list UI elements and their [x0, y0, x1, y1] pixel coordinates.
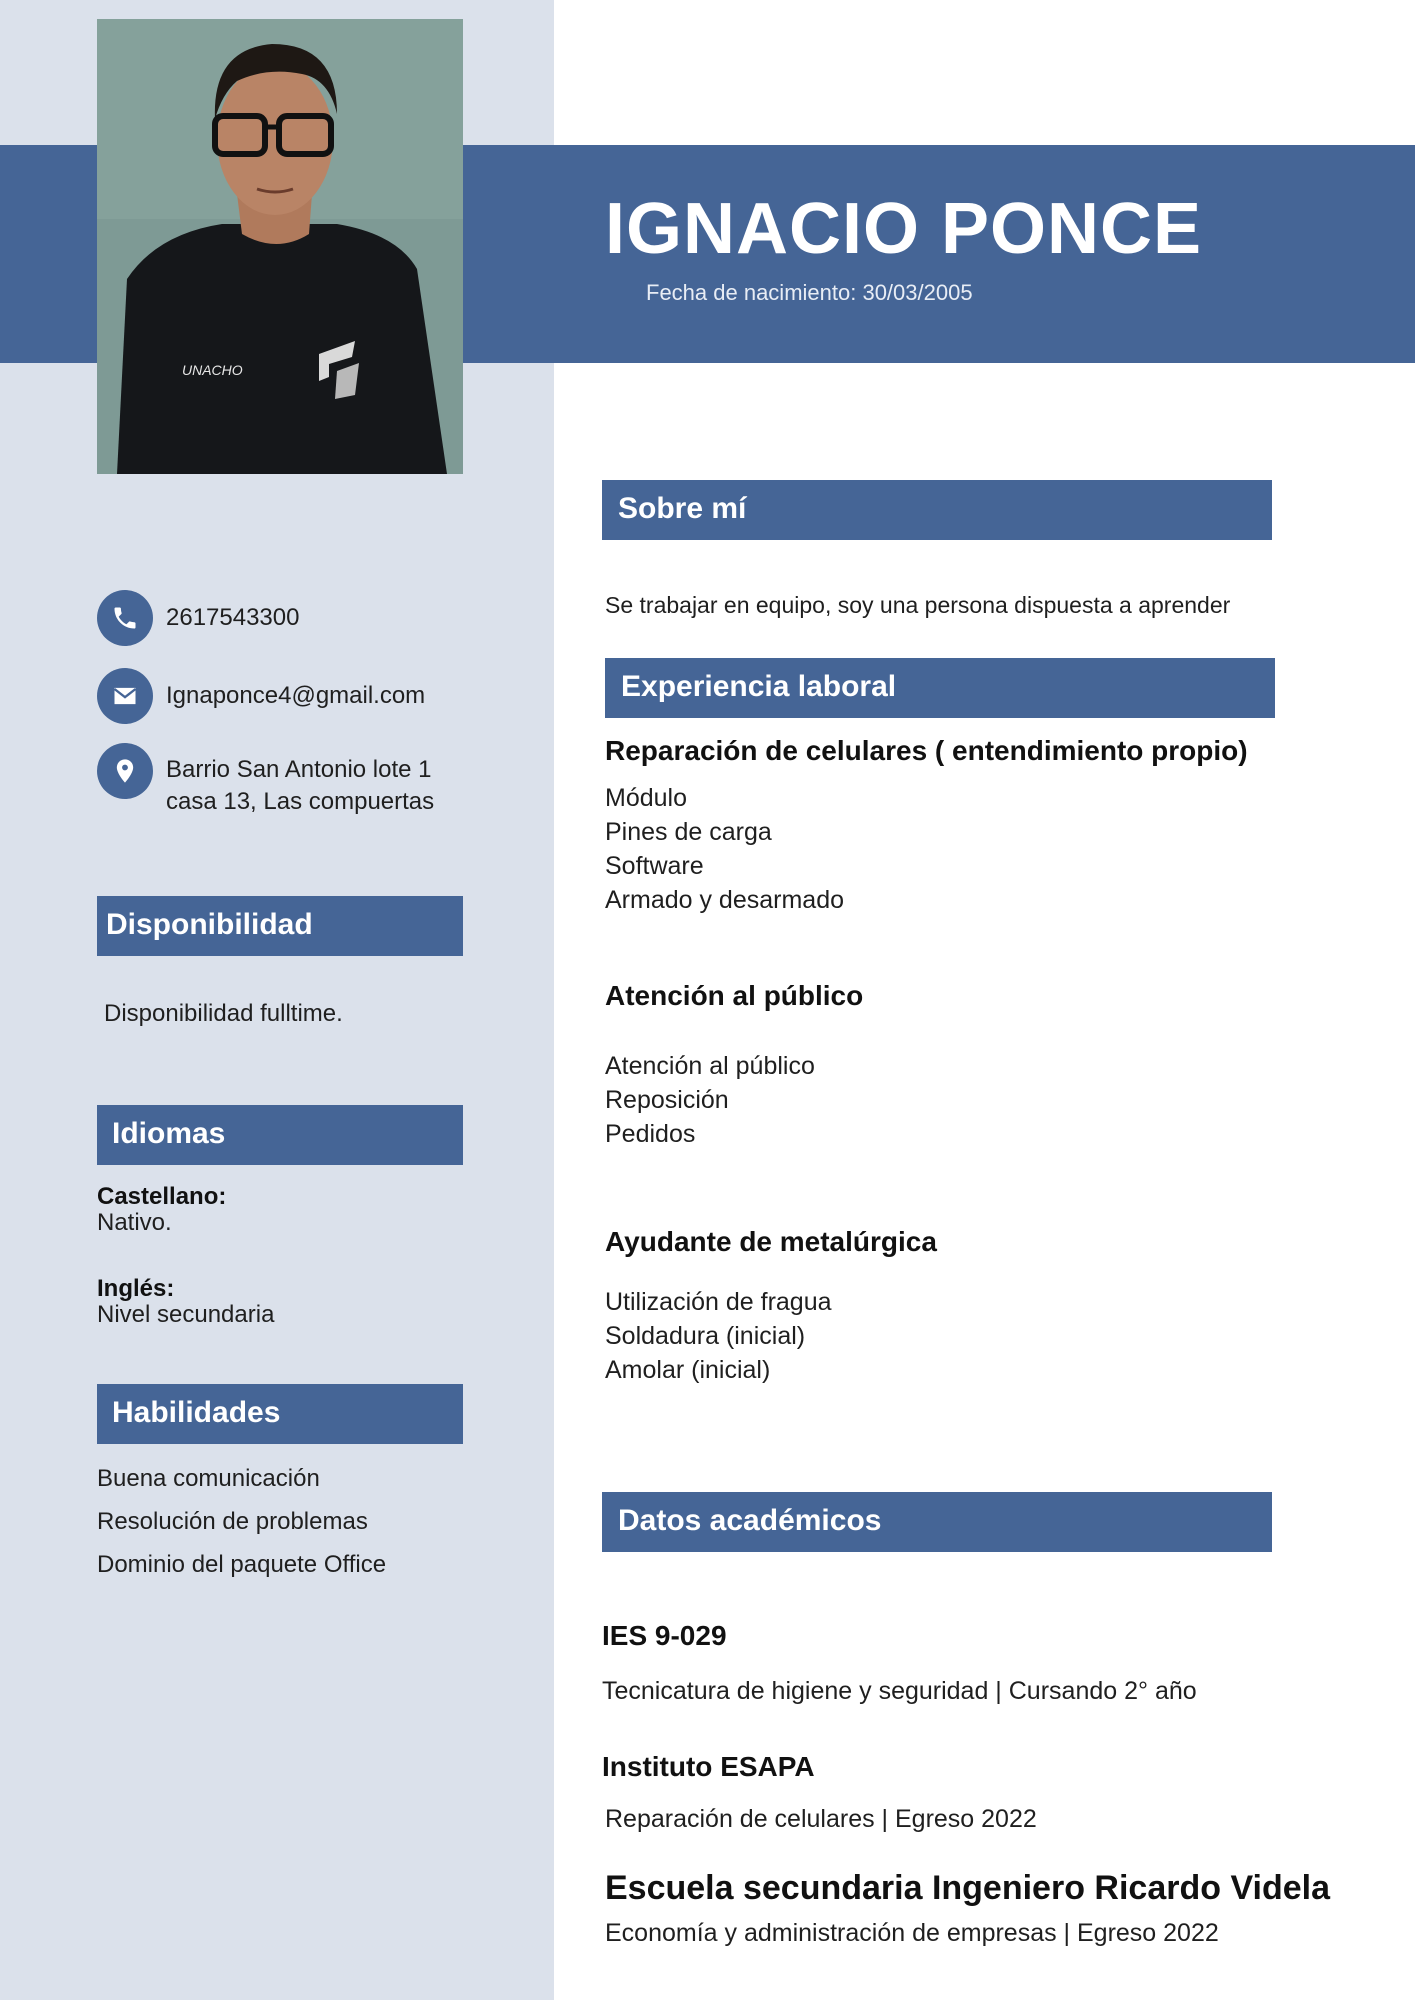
- job-task-list: [605, 781, 844, 917]
- birthdate: Fecha de nacimiento: 30/03/2005: [646, 280, 973, 305]
- full-name: IGNACIO PONCE: [605, 189, 1203, 269]
- job-task: Utilización de fragua: [605, 1288, 832, 1316]
- languages-heading: Idiomas: [97, 1105, 463, 1165]
- about-text: Se trabajar en equipo, soy una persona dispuesta a aprender: [605, 592, 1231, 618]
- language-name: Castellano:: [97, 1183, 227, 1210]
- school-name: Escuela secundaria Ingeniero Ricardo Videla: [605, 1869, 1330, 1907]
- job-task: Soldadura (inicial): [605, 1322, 806, 1350]
- skill-item: Dominio del paquete Office: [97, 1551, 387, 1578]
- phone-number: 2617543300: [166, 604, 300, 631]
- skills-heading: Habilidades: [97, 1384, 463, 1444]
- address-line-1: Barrio San Antonio lote 1: [166, 756, 432, 783]
- profile-photo: [97, 19, 463, 474]
- school-detail: Economía y administración de empresas | Egreso 2022: [605, 1919, 1219, 1947]
- address-line-2: casa 13, Las compuertas: [166, 788, 435, 815]
- language-name: Inglés:: [97, 1275, 175, 1302]
- location-pin-icon: [97, 743, 153, 799]
- job-task: Pedidos: [605, 1120, 696, 1148]
- school-name: Instituto ESAPA: [602, 1751, 815, 1782]
- skill-item: Resolución de problemas: [97, 1508, 368, 1535]
- mail-icon: [97, 668, 153, 724]
- experience-heading: Experiencia laboral: [605, 658, 1275, 718]
- job-title: Ayudante de metalúrgica: [605, 1226, 937, 1257]
- job-title: Atención al público: [605, 980, 864, 1011]
- email-address: Ignaponce4@gmail.com: [166, 682, 426, 709]
- phone-icon: [97, 590, 153, 646]
- education-heading: Datos académicos: [602, 1492, 1272, 1552]
- job-task: Armado y desarmado: [605, 886, 845, 914]
- school-detail: Reparación de celulares | Egreso 2022: [605, 1805, 1037, 1833]
- job-task-list: [605, 1049, 815, 1151]
- availability-text: Disponibilidad fulltime.: [104, 1000, 343, 1027]
- job-task: Módulo: [605, 784, 687, 812]
- job-task-list: [605, 1285, 832, 1387]
- skill-item: Buena comunicación: [97, 1465, 320, 1492]
- job-task: Atención al público: [605, 1052, 815, 1080]
- language-level: Nivel secundaria: [97, 1301, 275, 1328]
- school-detail: Tecnicatura de higiene y seguridad | Cursando 2° año: [602, 1677, 1197, 1705]
- job-task: Software: [605, 852, 704, 880]
- job-task: Pines de carga: [605, 818, 772, 846]
- shirt-text: UNACHO: [182, 362, 243, 378]
- about-heading: Sobre mí: [602, 480, 1272, 540]
- job-task: Amolar (inicial): [605, 1356, 771, 1384]
- job-task: Reposición: [605, 1086, 729, 1114]
- school-name: IES 9-029: [602, 1620, 727, 1651]
- availability-heading: Disponibilidad: [97, 896, 463, 956]
- job-title: Reparación de celulares ( entendimiento propio): [605, 735, 1248, 766]
- language-level: Nativo.: [97, 1209, 172, 1236]
